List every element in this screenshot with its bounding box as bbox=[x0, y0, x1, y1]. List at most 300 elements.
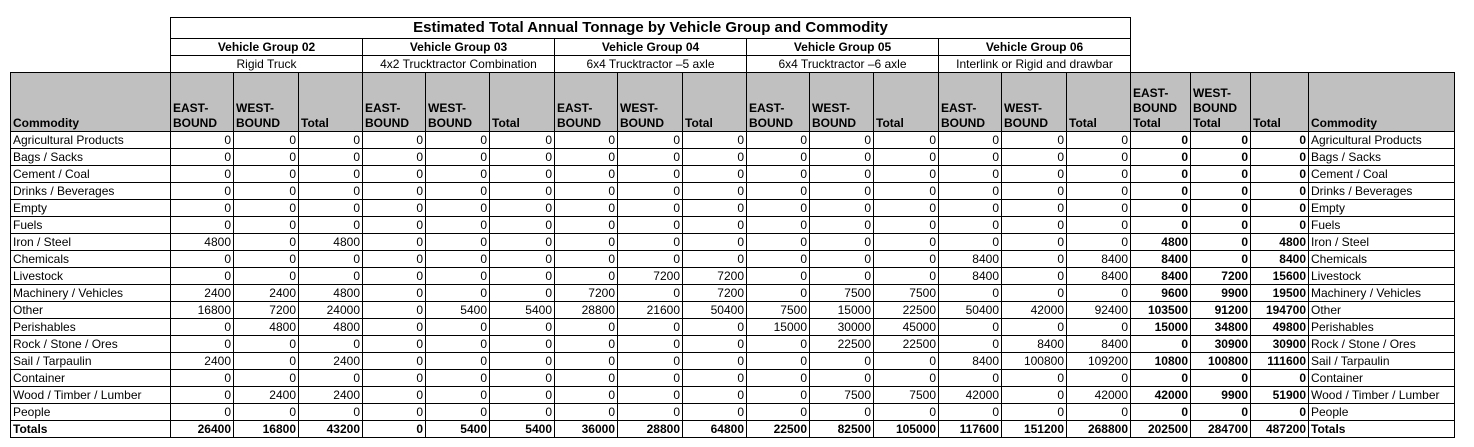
value-cell: 0 bbox=[683, 200, 747, 217]
commodity-cell: Agricultural Products bbox=[11, 132, 171, 149]
value-cell: 0 bbox=[363, 370, 426, 387]
commodity-cell: Bags / Sacks bbox=[11, 149, 171, 166]
value-cell: 100800 bbox=[1191, 353, 1251, 370]
value-cell: 0 bbox=[555, 132, 618, 149]
value-cell: 9900 bbox=[1191, 285, 1251, 302]
value-cell: 0 bbox=[683, 353, 747, 370]
value-cell: 0 bbox=[1002, 387, 1067, 404]
value-cell: 0 bbox=[810, 200, 874, 217]
table-row bbox=[11, 217, 1455, 234]
value-cell: 0 bbox=[363, 200, 426, 217]
value-cell: 8400 bbox=[1067, 336, 1131, 353]
value-cell: 0 bbox=[426, 251, 490, 268]
value-cell: 0 bbox=[555, 234, 618, 251]
value-cell: 2400 bbox=[234, 387, 299, 404]
value-cell: 0 bbox=[683, 234, 747, 251]
blank-cell bbox=[11, 39, 171, 56]
value-cell: 0 bbox=[555, 149, 618, 166]
value-cell: 16800 bbox=[171, 302, 234, 319]
value-cell: 0 bbox=[426, 268, 490, 285]
commodity-cell: Drinks / Beverages bbox=[11, 183, 171, 200]
value-cell: 0 bbox=[555, 319, 618, 336]
table-row bbox=[11, 132, 1455, 149]
tonnage-table bbox=[10, 17, 1455, 438]
value-cell: 0 bbox=[1191, 132, 1251, 149]
value-cell: 0 bbox=[234, 200, 299, 217]
value-cell: 0 bbox=[299, 149, 363, 166]
value-cell: 0 bbox=[555, 183, 618, 200]
value-cell: 0 bbox=[747, 404, 810, 421]
commodity-cell-right: Totals bbox=[1309, 421, 1455, 438]
value-cell: 8400 bbox=[1067, 251, 1131, 268]
value-cell: 0 bbox=[490, 149, 555, 166]
value-cell: 0 bbox=[490, 251, 555, 268]
value-cell: 0 bbox=[363, 387, 426, 404]
value-cell: 64800 bbox=[683, 421, 747, 438]
table-row bbox=[11, 251, 1455, 268]
value-cell: 15000 bbox=[810, 302, 874, 319]
value-cell: 7200 bbox=[618, 268, 683, 285]
value-cell: 0 bbox=[810, 370, 874, 387]
value-cell: 15600 bbox=[1251, 268, 1309, 285]
value-cell: 0 bbox=[683, 387, 747, 404]
value-cell: 0 bbox=[234, 268, 299, 285]
value-cell: 0 bbox=[810, 183, 874, 200]
eastbound-header: EAST-BOUND bbox=[939, 73, 1002, 132]
value-cell: 0 bbox=[939, 370, 1002, 387]
total-header: Total bbox=[299, 73, 363, 132]
value-cell: 0 bbox=[1191, 200, 1251, 217]
value-cell: 0 bbox=[1131, 217, 1191, 234]
value-cell: 0 bbox=[490, 370, 555, 387]
value-cell: 0 bbox=[1191, 251, 1251, 268]
value-cell: 2400 bbox=[299, 353, 363, 370]
commodity-cell-right: Machinery / Vehicles bbox=[1309, 285, 1455, 302]
value-cell: 5400 bbox=[490, 302, 555, 319]
value-cell: 0 bbox=[874, 370, 939, 387]
vehicle-type-label: Rigid Truck bbox=[171, 56, 363, 73]
value-cell: 0 bbox=[1002, 149, 1067, 166]
value-cell: 0 bbox=[299, 268, 363, 285]
value-cell: 9900 bbox=[1191, 387, 1251, 404]
value-cell: 0 bbox=[555, 166, 618, 183]
value-cell: 15000 bbox=[1131, 319, 1191, 336]
value-cell: 22500 bbox=[874, 336, 939, 353]
blank-cell bbox=[11, 18, 171, 39]
value-cell: 0 bbox=[1191, 217, 1251, 234]
value-cell: 0 bbox=[1131, 370, 1191, 387]
value-cell: 0 bbox=[618, 234, 683, 251]
blank-cell bbox=[11, 56, 171, 73]
value-cell: 0 bbox=[683, 183, 747, 200]
value-cell: 7200 bbox=[683, 285, 747, 302]
value-cell: 0 bbox=[747, 132, 810, 149]
value-cell: 0 bbox=[171, 336, 234, 353]
commodity-cell-right: Rock / Stone / Ores bbox=[1309, 336, 1455, 353]
table-row bbox=[11, 234, 1455, 251]
value-cell: 0 bbox=[1251, 404, 1309, 421]
value-cell: 0 bbox=[490, 234, 555, 251]
value-cell: 0 bbox=[683, 166, 747, 183]
value-cell: 0 bbox=[1067, 166, 1131, 183]
value-cell: 7500 bbox=[874, 387, 939, 404]
table-row bbox=[11, 183, 1455, 200]
eastbound-header: EAST-BOUND bbox=[171, 73, 234, 132]
value-cell: 0 bbox=[874, 132, 939, 149]
value-cell: 0 bbox=[234, 234, 299, 251]
value-cell: 111600 bbox=[1251, 353, 1309, 370]
value-cell: 0 bbox=[299, 336, 363, 353]
value-cell: 0 bbox=[939, 200, 1002, 217]
value-cell: 0 bbox=[618, 404, 683, 421]
value-cell: 0 bbox=[171, 166, 234, 183]
value-cell: 0 bbox=[939, 336, 1002, 353]
value-cell: 0 bbox=[618, 200, 683, 217]
table-row bbox=[11, 268, 1455, 285]
value-cell: 0 bbox=[747, 353, 810, 370]
value-cell: 0 bbox=[874, 234, 939, 251]
value-cell: 0 bbox=[874, 353, 939, 370]
value-cell: 0 bbox=[363, 336, 426, 353]
value-cell: 0 bbox=[1251, 166, 1309, 183]
value-cell: 0 bbox=[490, 132, 555, 149]
value-cell: 0 bbox=[683, 217, 747, 234]
commodity-cell-right: Iron / Steel bbox=[1309, 234, 1455, 251]
value-cell: 202500 bbox=[1131, 421, 1191, 438]
commodity-cell-right: People bbox=[1309, 404, 1455, 421]
value-cell: 0 bbox=[939, 166, 1002, 183]
vehicle-group-header: Vehicle Group 06 bbox=[939, 39, 1131, 56]
value-cell: 0 bbox=[1002, 319, 1067, 336]
value-cell: 0 bbox=[747, 200, 810, 217]
value-cell: 0 bbox=[171, 183, 234, 200]
value-cell: 8400 bbox=[1131, 251, 1191, 268]
value-cell: 0 bbox=[171, 200, 234, 217]
value-cell: 0 bbox=[299, 183, 363, 200]
eastbound-header: EAST-BOUND bbox=[555, 73, 618, 132]
value-cell: 103500 bbox=[1131, 302, 1191, 319]
value-cell: 0 bbox=[874, 268, 939, 285]
value-cell: 22500 bbox=[874, 302, 939, 319]
value-cell: 0 bbox=[1067, 285, 1131, 302]
value-cell: 0 bbox=[618, 183, 683, 200]
value-cell: 0 bbox=[874, 149, 939, 166]
commodity-cell: Fuels bbox=[11, 217, 171, 234]
commodity-cell-right: Bags / Sacks bbox=[1309, 149, 1455, 166]
commodity-cell-right: Chemicals bbox=[1309, 251, 1455, 268]
total-header: Total bbox=[1067, 73, 1131, 132]
value-cell: 0 bbox=[1131, 200, 1191, 217]
value-cell: 0 bbox=[555, 370, 618, 387]
value-cell: 51900 bbox=[1251, 387, 1309, 404]
value-cell: 0 bbox=[1191, 183, 1251, 200]
value-cell: 26400 bbox=[171, 421, 234, 438]
value-cell: 0 bbox=[939, 404, 1002, 421]
value-cell: 10800 bbox=[1131, 353, 1191, 370]
value-cell: 0 bbox=[555, 217, 618, 234]
value-cell: 0 bbox=[1191, 149, 1251, 166]
value-cell: 0 bbox=[874, 166, 939, 183]
value-cell: 24000 bbox=[299, 302, 363, 319]
westbound-header: WEST-BOUND bbox=[618, 73, 683, 132]
value-cell: 15000 bbox=[747, 319, 810, 336]
column-header-row bbox=[11, 73, 1455, 132]
value-cell: 0 bbox=[363, 353, 426, 370]
value-cell: 0 bbox=[874, 183, 939, 200]
value-cell: 0 bbox=[490, 166, 555, 183]
value-cell: 8400 bbox=[1002, 336, 1067, 353]
value-cell: 0 bbox=[939, 285, 1002, 302]
value-cell: 0 bbox=[810, 251, 874, 268]
value-cell: 9600 bbox=[1131, 285, 1191, 302]
value-cell: 21600 bbox=[618, 302, 683, 319]
value-cell: 117600 bbox=[939, 421, 1002, 438]
table-row bbox=[11, 200, 1455, 217]
value-cell: 0 bbox=[426, 217, 490, 234]
value-cell: 0 bbox=[234, 336, 299, 353]
value-cell: 0 bbox=[683, 319, 747, 336]
value-cell: 0 bbox=[810, 149, 874, 166]
commodity-header: Commodity bbox=[11, 73, 171, 132]
value-cell: 151200 bbox=[1002, 421, 1067, 438]
commodity-cell-right: Livestock bbox=[1309, 268, 1455, 285]
value-cell: 0 bbox=[490, 183, 555, 200]
value-cell: 28800 bbox=[618, 421, 683, 438]
table-row bbox=[11, 319, 1455, 336]
commodity-cell: Perishables bbox=[11, 319, 171, 336]
value-cell: 0 bbox=[363, 234, 426, 251]
tonnage-table-container bbox=[10, 17, 1455, 438]
value-cell: 0 bbox=[618, 387, 683, 404]
value-cell: 0 bbox=[747, 336, 810, 353]
value-cell: 0 bbox=[426, 336, 490, 353]
value-cell: 0 bbox=[363, 149, 426, 166]
value-cell: 4800 bbox=[234, 319, 299, 336]
value-cell: 0 bbox=[683, 336, 747, 353]
value-cell: 0 bbox=[1131, 166, 1191, 183]
value-cell: 0 bbox=[1002, 370, 1067, 387]
value-cell: 7200 bbox=[1191, 268, 1251, 285]
value-cell: 0 bbox=[874, 404, 939, 421]
value-cell: 0 bbox=[618, 149, 683, 166]
value-cell: 0 bbox=[234, 353, 299, 370]
value-cell: 8400 bbox=[1251, 251, 1309, 268]
value-cell: 0 bbox=[1067, 132, 1131, 149]
value-cell: 49800 bbox=[1251, 319, 1309, 336]
value-cell: 4800 bbox=[171, 234, 234, 251]
value-cell: 0 bbox=[683, 149, 747, 166]
value-cell: 0 bbox=[618, 285, 683, 302]
value-cell: 0 bbox=[1251, 370, 1309, 387]
value-cell: 0 bbox=[426, 132, 490, 149]
value-cell: 0 bbox=[426, 234, 490, 251]
value-cell: 0 bbox=[490, 217, 555, 234]
value-cell: 8400 bbox=[1131, 268, 1191, 285]
value-cell: 0 bbox=[810, 404, 874, 421]
vehicle-group-header: Vehicle Group 03 bbox=[363, 39, 555, 56]
value-cell: 0 bbox=[939, 149, 1002, 166]
value-cell: 0 bbox=[363, 132, 426, 149]
value-cell: 0 bbox=[1002, 132, 1067, 149]
value-cell: 50400 bbox=[683, 302, 747, 319]
value-cell: 2400 bbox=[171, 353, 234, 370]
total-header: Total bbox=[490, 73, 555, 132]
value-cell: 0 bbox=[555, 268, 618, 285]
value-cell: 0 bbox=[299, 132, 363, 149]
value-cell: 22500 bbox=[747, 421, 810, 438]
value-cell: 4800 bbox=[299, 319, 363, 336]
value-cell: 0 bbox=[683, 404, 747, 421]
value-cell: 0 bbox=[810, 132, 874, 149]
commodity-cell: Totals bbox=[11, 421, 171, 438]
value-cell: 2400 bbox=[299, 387, 363, 404]
value-cell: 0 bbox=[1067, 234, 1131, 251]
value-cell: 5400 bbox=[490, 421, 555, 438]
value-cell: 0 bbox=[683, 132, 747, 149]
value-cell: 0 bbox=[1002, 200, 1067, 217]
table-row bbox=[11, 302, 1455, 319]
vehicle-type-label: 6x4 Trucktractor –6 axle bbox=[747, 56, 939, 73]
value-cell: 0 bbox=[234, 183, 299, 200]
value-cell: 34800 bbox=[1191, 319, 1251, 336]
value-cell: 7500 bbox=[810, 387, 874, 404]
value-cell: 0 bbox=[1131, 336, 1191, 353]
value-cell: 0 bbox=[747, 387, 810, 404]
value-cell: 0 bbox=[874, 200, 939, 217]
value-cell: 4800 bbox=[1251, 234, 1309, 251]
value-cell: 0 bbox=[171, 149, 234, 166]
value-cell: 0 bbox=[363, 268, 426, 285]
value-cell: 0 bbox=[747, 166, 810, 183]
value-cell: 0 bbox=[299, 217, 363, 234]
table-row bbox=[11, 336, 1455, 353]
commodity-cell: Empty bbox=[11, 200, 171, 217]
value-cell: 0 bbox=[1067, 319, 1131, 336]
value-cell: 30000 bbox=[810, 319, 874, 336]
westbound-header: WEST-BOUND bbox=[810, 73, 874, 132]
value-cell: 42000 bbox=[1067, 387, 1131, 404]
table-row bbox=[11, 353, 1455, 370]
value-cell: 2400 bbox=[171, 285, 234, 302]
value-cell: 0 bbox=[490, 404, 555, 421]
vehicle-group-header: Vehicle Group 04 bbox=[555, 39, 747, 56]
value-cell: 0 bbox=[618, 370, 683, 387]
value-cell: 0 bbox=[1002, 234, 1067, 251]
value-cell: 194700 bbox=[1251, 302, 1309, 319]
commodity-cell: Chemicals bbox=[11, 251, 171, 268]
value-cell: 43200 bbox=[299, 421, 363, 438]
value-cell: 0 bbox=[747, 183, 810, 200]
value-cell: 0 bbox=[1251, 149, 1309, 166]
value-cell: 0 bbox=[810, 234, 874, 251]
value-cell: 0 bbox=[1002, 217, 1067, 234]
commodity-cell-right: Container bbox=[1309, 370, 1455, 387]
value-cell: 0 bbox=[171, 268, 234, 285]
value-cell: 0 bbox=[234, 370, 299, 387]
value-cell: 0 bbox=[299, 404, 363, 421]
value-cell: 0 bbox=[939, 234, 1002, 251]
eastbound-header: EAST-BOUND bbox=[747, 73, 810, 132]
value-cell: 0 bbox=[1002, 404, 1067, 421]
value-cell: 28800 bbox=[555, 302, 618, 319]
value-cell: 22500 bbox=[810, 336, 874, 353]
value-cell: 0 bbox=[234, 132, 299, 149]
value-cell: 0 bbox=[1002, 166, 1067, 183]
value-cell: 0 bbox=[363, 166, 426, 183]
value-cell: 2400 bbox=[234, 285, 299, 302]
eastbound-header: EAST-BOUND bbox=[363, 73, 426, 132]
commodity-cell: Rock / Stone / Ores bbox=[11, 336, 171, 353]
commodity-cell: Container bbox=[11, 370, 171, 387]
value-cell: 0 bbox=[1002, 183, 1067, 200]
value-cell: 0 bbox=[426, 353, 490, 370]
value-cell: 0 bbox=[234, 166, 299, 183]
value-cell: 0 bbox=[1067, 217, 1131, 234]
totals-row bbox=[11, 421, 1455, 438]
value-cell: 0 bbox=[1191, 404, 1251, 421]
value-cell: 0 bbox=[939, 183, 1002, 200]
value-cell: 0 bbox=[363, 319, 426, 336]
value-cell: 7200 bbox=[683, 268, 747, 285]
value-cell: 0 bbox=[747, 285, 810, 302]
value-cell: 0 bbox=[1191, 234, 1251, 251]
commodity-cell-right: Drinks / Beverages bbox=[1309, 183, 1455, 200]
value-cell: 30900 bbox=[1251, 336, 1309, 353]
value-cell: 0 bbox=[1251, 183, 1309, 200]
value-cell: 0 bbox=[426, 387, 490, 404]
value-cell: 0 bbox=[234, 149, 299, 166]
value-cell: 0 bbox=[299, 200, 363, 217]
value-cell: 0 bbox=[1251, 200, 1309, 217]
table-row bbox=[11, 166, 1455, 183]
value-cell: 0 bbox=[1131, 132, 1191, 149]
value-cell: 0 bbox=[299, 370, 363, 387]
value-cell: 8400 bbox=[939, 251, 1002, 268]
value-cell: 0 bbox=[747, 234, 810, 251]
total-header: Total bbox=[683, 73, 747, 132]
value-cell: 42000 bbox=[1131, 387, 1191, 404]
value-cell: 0 bbox=[1251, 217, 1309, 234]
value-cell: 0 bbox=[1067, 404, 1131, 421]
value-cell: 45000 bbox=[874, 319, 939, 336]
blank-cell bbox=[1131, 39, 1455, 56]
value-cell: 8400 bbox=[939, 268, 1002, 285]
vehicle-group-header: Vehicle Group 05 bbox=[747, 39, 939, 56]
commodity-cell: Wood / Timber / Lumber bbox=[11, 387, 171, 404]
value-cell: 0 bbox=[363, 251, 426, 268]
value-cell: 0 bbox=[1191, 166, 1251, 183]
value-cell: 7200 bbox=[234, 302, 299, 319]
value-cell: 0 bbox=[555, 353, 618, 370]
value-cell: 0 bbox=[1002, 285, 1067, 302]
value-cell: 0 bbox=[747, 217, 810, 234]
westbound-header: WEST-BOUND bbox=[1002, 73, 1067, 132]
value-cell: 0 bbox=[363, 404, 426, 421]
value-cell: 0 bbox=[490, 319, 555, 336]
commodity-cell: Sail / Tarpaulin bbox=[11, 353, 171, 370]
value-cell: 0 bbox=[1131, 149, 1191, 166]
blank-cell bbox=[1131, 18, 1455, 39]
value-cell: 0 bbox=[618, 132, 683, 149]
value-cell: 7200 bbox=[555, 285, 618, 302]
value-cell: 0 bbox=[618, 319, 683, 336]
vehicle-type-label: 6x4 Trucktractor –5 axle bbox=[555, 56, 747, 73]
value-cell: 100800 bbox=[1002, 353, 1067, 370]
value-cell: 16800 bbox=[234, 421, 299, 438]
value-cell: 0 bbox=[939, 319, 1002, 336]
value-cell: 92400 bbox=[1067, 302, 1131, 319]
commodity-cell: Cement / Coal bbox=[11, 166, 171, 183]
